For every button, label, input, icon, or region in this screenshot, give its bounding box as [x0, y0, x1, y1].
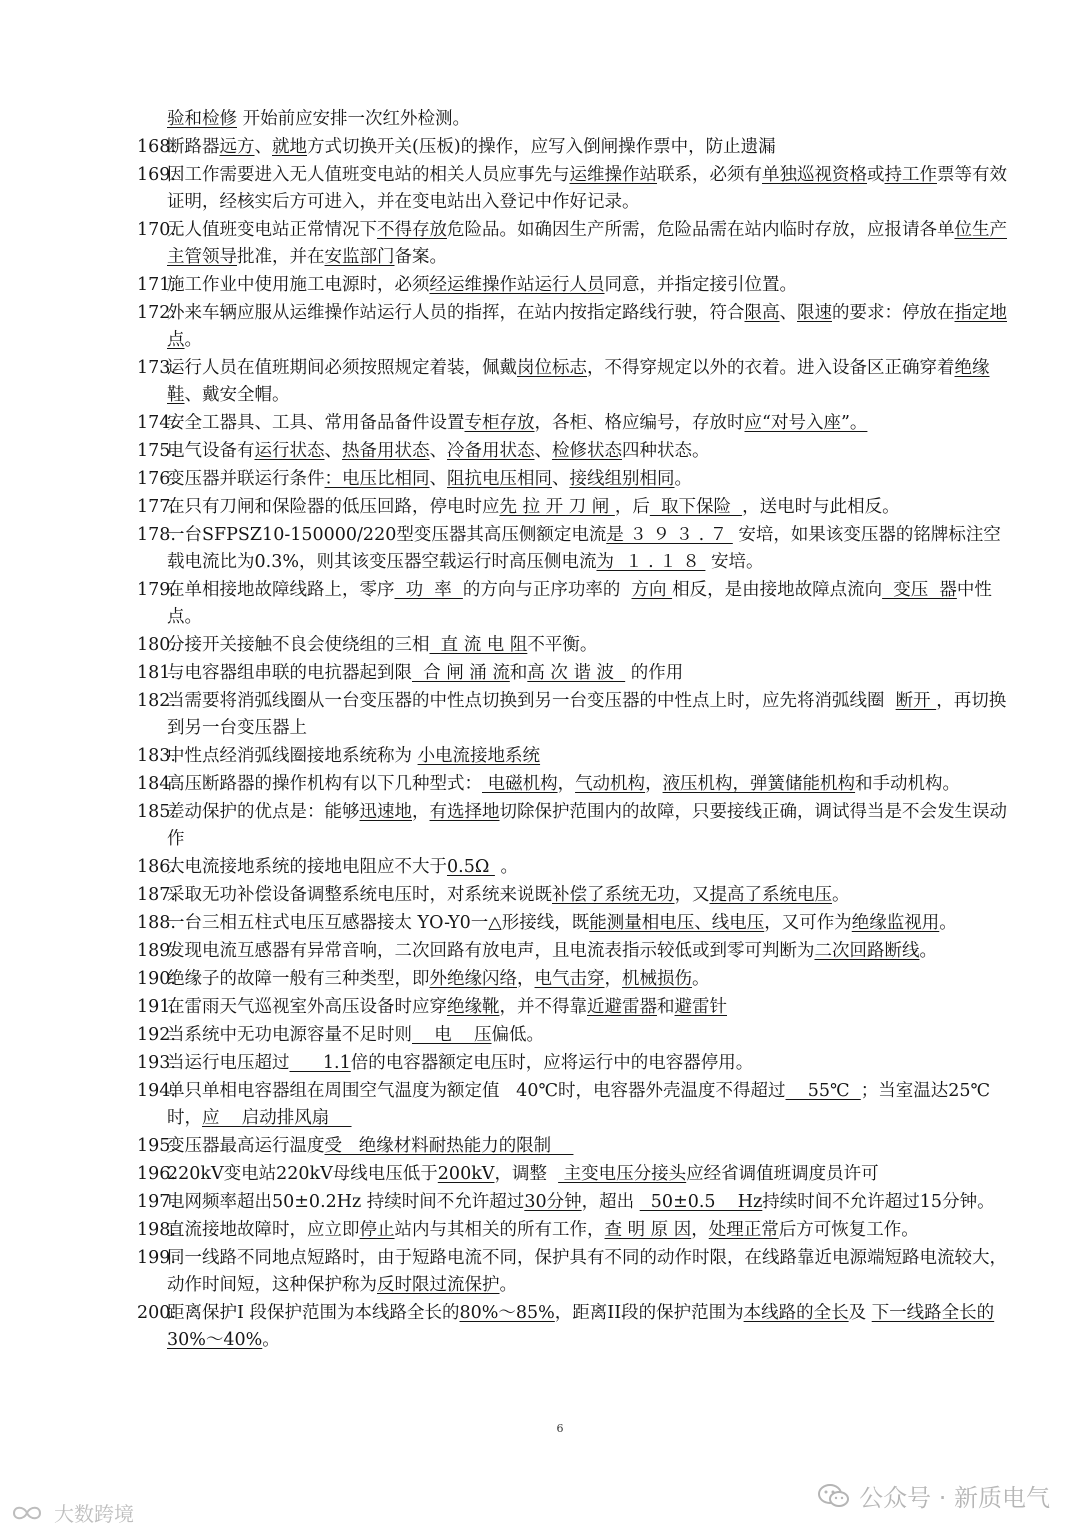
question-text: 外来车辆应服从运维操作站运行人员的指挥，在站内按指定路线行驶，符合	[167, 303, 745, 323]
question-text: 一台SFPSZ10-150000/220型变压器其高压侧额定电流	[167, 525, 607, 545]
answer-blank: 检修状态	[552, 441, 622, 461]
question-item	[137, 577, 1017, 631]
answer-blank: 补偿了系统无功	[552, 885, 675, 905]
question-text: ，各柜、格应编号，存放时	[534, 413, 745, 433]
question-number: 171.	[137, 275, 176, 295]
question-item	[137, 660, 1017, 687]
question-text: 当运行电压超过	[167, 1053, 290, 1073]
answer-blank: 绝缘鞋	[167, 358, 990, 405]
question-text: 采取无功补偿设备调整系统电压时，对系统来说既	[167, 885, 552, 905]
answer-blank: 受 绝缘材料耐热能力的限制	[324, 1136, 574, 1156]
question-item	[137, 162, 1017, 216]
document-body	[137, 106, 1017, 1355]
answer-blank: 岗位标志	[517, 358, 587, 378]
question-text: 绝缘子的故障一般有三种类型，即	[167, 969, 430, 989]
question-text: 同意，并指定接引位置。	[604, 275, 797, 295]
answer-blank: 近避雷器	[587, 997, 657, 1017]
question-number: 191.	[137, 997, 176, 1017]
answer-blank: 取下保险	[649, 497, 743, 517]
question-item	[137, 272, 1017, 299]
logo-icon	[10, 1502, 48, 1524]
question-text: ；当室温达25℃时，	[167, 1081, 991, 1128]
question-number: 175.	[137, 441, 176, 461]
question-item	[137, 134, 1017, 161]
answer-blank: 电气击穿	[534, 969, 605, 989]
question-number: 195.	[137, 1136, 176, 1156]
answer-blank: 主变电压分接头	[558, 1164, 687, 1184]
question-text: 、	[254, 137, 272, 157]
answer-blank: 合 闸 涌 流	[412, 663, 510, 683]
question-item	[137, 743, 1017, 770]
question-number: 186.	[137, 857, 176, 877]
wechat-icon	[817, 1483, 851, 1509]
question-text: 持续时间不允许超过15分钟。	[762, 1192, 995, 1212]
question-text: ，又可作为	[764, 913, 852, 933]
answer-blank: 单独巡视资格	[762, 165, 867, 185]
answer-blank: 断开	[895, 691, 937, 711]
question-text: ，	[517, 969, 535, 989]
question-text: 应经省调值班调度员许可	[686, 1164, 879, 1184]
answer-blank: 功 率	[394, 580, 463, 600]
question-text: 切除保护范围内的故障，只要接线正确，调试得当是不会发生误动作	[167, 802, 1007, 849]
answer-blank: 查 明 原 因	[604, 1220, 692, 1240]
question-number: 176.	[137, 469, 176, 489]
question-number: 187.	[137, 885, 176, 905]
question-text: 。	[262, 1330, 280, 1350]
question-text: 在雷雨天气巡视室外高压设备时应穿	[167, 997, 447, 1017]
answer-blank: 先 拉 开 刀 闸	[499, 497, 615, 517]
answer-blank: 0.5Ω	[447, 857, 495, 877]
answer-blank: 指定地点	[167, 303, 1007, 350]
question-text: ，又	[674, 885, 710, 905]
question-item	[137, 1022, 1017, 1049]
question-text: 变压器并联运行条件	[167, 469, 325, 489]
question-text: 中性点经消弧线圈接地系统称为	[167, 746, 418, 766]
question-item	[137, 771, 1017, 798]
question-text: 。	[494, 857, 518, 877]
question-text: 无人值班变电站正常情况下	[167, 220, 377, 240]
answer-blank: 能测量相电压、线电压	[589, 913, 765, 933]
answer-blank: ：电压比相同	[324, 469, 430, 489]
answer-blank: 为 １ . １ ８	[596, 552, 706, 572]
question-text: 。	[692, 969, 710, 989]
question-text: ，	[557, 774, 576, 794]
question-text: ，	[604, 969, 622, 989]
question-text: 偏低。	[491, 1025, 545, 1045]
question-text: 。	[832, 885, 850, 905]
question-item	[137, 1217, 1017, 1244]
answer-blank: 应 启动排风扇	[202, 1108, 352, 1128]
question-text: ，不得穿规定以外的衣着。进入设备区正确穿着	[587, 358, 955, 378]
answer-blank: 不得存放	[377, 220, 447, 240]
question-text: 电气设备有	[167, 441, 255, 461]
question-text: 相反，是由接地故障点流向	[672, 580, 883, 600]
answer-blank: 验和检修	[167, 109, 237, 129]
answer-blank: 专柜存放	[464, 413, 535, 433]
question-text: 危险品。如确因生产所需，危险品需在站内临时存放，应报请各单	[447, 220, 955, 240]
question-number: 199.	[137, 1248, 176, 1268]
question-number: 193.	[137, 1053, 176, 1073]
answer-blank: 绝缘监视用	[851, 913, 940, 933]
question-text: 。	[499, 1275, 517, 1295]
answer-blank: 机械损伤	[622, 969, 692, 989]
question-number: 168.	[137, 137, 176, 157]
question-text: 变压器最高运行温度	[167, 1136, 325, 1156]
question-text: 在单相接地故障线路上，零序	[167, 580, 395, 600]
answer-blank: 气动机构	[575, 774, 646, 794]
question-text: 不平衡。	[527, 635, 598, 655]
question-item	[137, 466, 1017, 493]
question-text: 备案。	[394, 247, 447, 267]
answer-blank: 方向	[631, 580, 673, 600]
question-text: 发现电流互感器有异常音响，二次回路有放电声，且电流表指示较低或到零可判断为	[167, 941, 815, 961]
question-text: 距离保护I 段保护范围为本线路全长的	[167, 1303, 460, 1323]
question-text: 和	[509, 663, 528, 683]
question-text: ，调整	[494, 1164, 559, 1184]
question-text: 、	[779, 303, 797, 323]
question-text: 站内与其相关的所有工作，	[394, 1220, 605, 1240]
question-item	[137, 410, 1017, 437]
answer-blank: 直 流 电 阻	[429, 635, 528, 655]
question-item	[137, 1245, 1017, 1299]
answer-blank: 变压 器	[882, 580, 957, 600]
question-text: 一台三相五柱式电压互感器接太 YO-Y0一△形接线，既	[167, 913, 590, 933]
question-number: 169.	[137, 165, 176, 185]
question-number: 188.	[137, 913, 176, 933]
answer-blank: 安监部门	[324, 247, 395, 267]
question-text: 的作用	[625, 663, 684, 683]
answer-blank: 限速	[797, 303, 832, 323]
question-number: 183.	[137, 746, 176, 766]
question-text: 、	[429, 469, 447, 489]
question-number: 192.	[137, 1025, 176, 1045]
question-text: 分接开关接触不良会使绕组的三相	[167, 635, 430, 655]
answer-blank: 热备用状态	[342, 441, 430, 461]
answer-blank: 本线路的全长	[743, 1303, 849, 1323]
question-item	[137, 688, 1017, 742]
answer-blank: 运维操作站	[569, 165, 657, 185]
answer-blank: 绝缘靴	[447, 997, 500, 1017]
question-number: 200.	[137, 1303, 176, 1323]
question-text: 。	[919, 941, 937, 961]
question-number: 170.	[137, 220, 176, 240]
answer-blank: 有选择地	[429, 802, 500, 822]
question-text: 当系统中无功电源容量不足时则	[167, 1025, 412, 1045]
answer-blank: 避雷针	[674, 997, 727, 1017]
question-number: 184.	[137, 774, 176, 794]
answer-blank: 二次回路断线	[814, 941, 920, 961]
answer-blank: 限高	[744, 303, 780, 323]
question-number: 197.	[137, 1192, 176, 1212]
question-text: 220kV变电站220kV母线电压低于	[167, 1164, 438, 1184]
page-number: 6	[556, 1422, 564, 1435]
question-text: 开始前应安排一次红外检测。	[237, 109, 471, 129]
question-text: 差动保护的优点是：能够	[167, 802, 360, 822]
question-text: 的方向与正序功率的	[462, 580, 632, 600]
answer-blank: 小电流接地系统	[417, 746, 541, 766]
answer-blank: 电磁机构	[482, 774, 558, 794]
answer-blank: 1.1	[289, 1053, 351, 1073]
question-text: 安全工器具、工具、常用备品备件设置	[167, 413, 465, 433]
question-text: 、	[429, 441, 447, 461]
answer-blank: 30分钟	[524, 1192, 582, 1212]
question-item	[137, 910, 1017, 937]
question-item	[137, 1133, 1017, 1160]
question-item	[137, 438, 1017, 465]
question-number: 174.	[137, 413, 176, 433]
answer-blank: 迅速地	[359, 802, 412, 822]
question-item	[137, 1300, 1017, 1354]
question-number: 198.	[137, 1220, 176, 1240]
answer-blank: 55℃	[785, 1081, 861, 1101]
question-text: 运行人员在值班期间必须按照规定着装，佩戴	[167, 358, 517, 378]
question-item	[137, 1161, 1017, 1188]
answer-blank: 80%～85%	[459, 1303, 555, 1323]
answer-blank: 远方	[219, 137, 255, 157]
question-text: 倍的电容器额定电压时，应将运行中的电容器停用。	[350, 1053, 754, 1073]
question-text: ，	[412, 802, 430, 822]
question-item	[137, 355, 1017, 409]
watermark-left-text: 大数跨境	[54, 1502, 134, 1526]
answer-blank: 反时限过流保护	[377, 1275, 500, 1295]
answer-blank: 阻抗电压相同	[447, 469, 552, 489]
question-text: 因工作需要进入无人值班变电站的相关人员应事先与	[167, 165, 570, 185]
question-text: 、戴安全帽。	[184, 385, 290, 405]
question-text: 四种状态。	[622, 441, 710, 461]
question-text: 与电容器组串联的电抗器起到限	[167, 663, 412, 683]
question-text: 、	[552, 469, 570, 489]
question-text: 施工作业中使用施工电源时，必须	[167, 275, 430, 295]
question-number: 178.	[137, 525, 176, 545]
answer-blank: 持工作	[884, 165, 937, 185]
question-number: 185.	[137, 802, 176, 822]
answer-blank: 50±0.5 Hz	[639, 1192, 763, 1212]
watermark-brand-text: 公众号 · 新质电气	[859, 1484, 1050, 1512]
question-item	[137, 938, 1017, 965]
question-item	[137, 1050, 1017, 1077]
question-text: 、	[534, 441, 552, 461]
question-text: 高压断路器的操作机构有以下几种型式：	[167, 774, 482, 794]
answer-blank: 就地	[272, 137, 307, 157]
question-item	[137, 854, 1017, 881]
question-text: ，送电时与此相反。	[742, 497, 900, 517]
question-text: 。	[184, 330, 202, 350]
question-number: 180.	[137, 635, 176, 655]
question-item	[137, 966, 1017, 993]
question-text: 及	[848, 1303, 872, 1323]
answer-blank: 提高了系统电压	[709, 885, 832, 905]
question-number: 182.	[137, 691, 176, 711]
answer-blank: 经运维操作站运行人员	[429, 275, 605, 295]
question-item	[137, 1189, 1017, 1216]
question-text: 电网频率超出50±0.2Hz 持续时间不允许超过	[167, 1192, 525, 1212]
question-item	[137, 632, 1017, 659]
question-item	[137, 799, 1017, 853]
question-number: 194.	[137, 1081, 176, 1101]
question-number: 179.	[137, 580, 176, 600]
answer-blank: 下一线路全长的30%～40%	[167, 1303, 995, 1350]
question-item	[137, 217, 1017, 271]
question-text: 的要求：停放在	[832, 303, 955, 323]
question-number: 173.	[137, 358, 176, 378]
answer-blank: 应“对号入座”。	[744, 413, 868, 433]
question-text: 大电流接地系统的接地电阻应不大于	[167, 857, 447, 877]
question-number: 189.	[137, 941, 176, 961]
question-item	[137, 494, 1017, 521]
watermark-brand	[817, 1478, 1050, 1513]
question-text: 、	[324, 441, 342, 461]
question-text: 当需要将消弧线圈从一台变压器的中性点切换到另一台变压器的中性点上时，应先将消弧线圈	[167, 691, 896, 711]
question-item	[137, 882, 1017, 909]
question-text: 断路器	[167, 137, 220, 157]
question-item	[137, 994, 1017, 1021]
answer-blank: 高 次 谐 波	[527, 663, 626, 683]
question-item	[137, 106, 1017, 133]
answer-blank: 运行状态	[254, 441, 325, 461]
question-number: 181.	[137, 663, 176, 683]
question-text: 方式切换开关(压板)的操作，应写入倒闸操作票中，防止遗漏	[307, 137, 776, 157]
answer-blank: 外绝缘闪络	[429, 969, 517, 989]
answer-blank: 电 压	[412, 1025, 492, 1045]
question-text: 在只有刀闸和保险器的低压回路，停电时应	[167, 497, 500, 517]
question-text: 直流接地故障时，应立即	[167, 1220, 360, 1240]
answer-blank: 液压机构，弹簧储能机构	[662, 774, 856, 794]
question-text: 安培，如果该变压器的铭牌标注空载电流比为0.3%，则其该变压器空载运行时高压侧电流	[167, 525, 1001, 572]
question-text: ，超出	[581, 1192, 640, 1212]
answer-blank: 停止	[359, 1220, 395, 1240]
question-text: 票等有效证明，经核实后方可进入，并在变电站出入登记中作好记录。	[167, 165, 1007, 212]
question-text: 安培。	[705, 552, 764, 572]
question-number: 190.	[137, 969, 176, 989]
question-text: 中性点。	[167, 580, 992, 627]
question-text: ，距离II段的保护范围为	[554, 1303, 744, 1323]
question-text: ，再切换到另一台变压器上	[167, 691, 1007, 738]
question-text: 。	[939, 913, 957, 933]
answer-blank: 接线组别相同	[569, 469, 675, 489]
question-text: ，并不得靠	[499, 997, 587, 1017]
question-item	[137, 300, 1017, 354]
question-text: ，	[691, 1220, 709, 1240]
question-text: 单只单相电容器组在周围空气温度为额定值 40℃时，电容器外壳温度不得超过	[167, 1081, 786, 1101]
question-text: 和	[657, 997, 675, 1017]
question-text: 。	[674, 469, 692, 489]
question-number: 196.	[137, 1164, 176, 1184]
question-text: 或	[867, 165, 885, 185]
question-number: 177.	[137, 497, 176, 517]
question-text: 后方可恢复工作。	[778, 1220, 919, 1240]
answer-blank: 冷备用状态	[447, 441, 535, 461]
answer-blank: 是 ３ ９ ３ . ７	[606, 525, 733, 545]
question-text: ，后	[614, 497, 650, 517]
question-text: ，	[645, 774, 663, 794]
answer-blank: 处理正常	[708, 1220, 779, 1240]
answer-blank: 200kV	[437, 1164, 495, 1184]
question-item	[137, 1078, 1017, 1132]
question-text: 同一线路不同地点短路时，由于短路电流不同，保护具有不同的动作时限，在线路靠近电源端短路电流较大，动作时间短，这种保护称为	[167, 1248, 1007, 1295]
question-text: 联系，必须有	[657, 165, 762, 185]
question-text: 批准，并在	[237, 247, 325, 267]
question-text: 和手动机构。	[855, 774, 961, 794]
question-number: 172.	[137, 303, 176, 323]
answer-blank: 位生产主管领导	[167, 220, 1007, 267]
question-item	[137, 522, 1017, 576]
watermark-left	[10, 1498, 134, 1527]
